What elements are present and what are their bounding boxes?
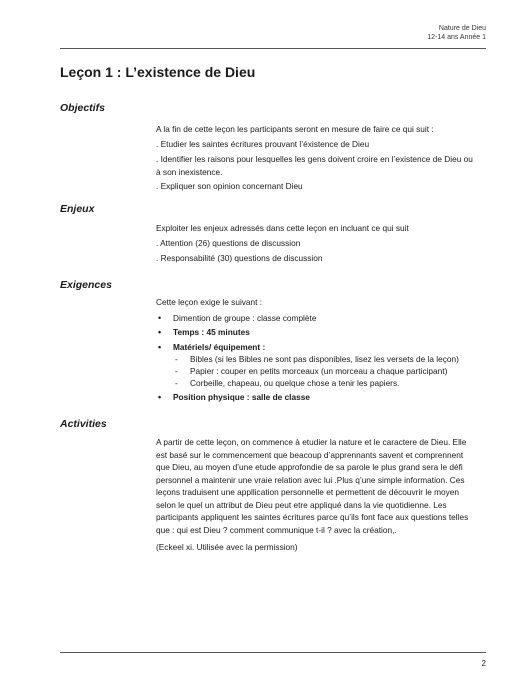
enjeux-item: . Responsabilité (30) questions de discussion [156, 253, 323, 264]
page-number: 2 [481, 659, 486, 668]
section-heading-objectifs: Objectifs [60, 102, 105, 114]
header-title: Nature de Dieu [438, 25, 486, 32]
section-body-objectifs [156, 123, 478, 192]
materials-sublist [173, 353, 478, 390]
header-rule [60, 48, 486, 49]
list-item: - Corbeille, chapeau, ou quelque chose a tenir les papiers. [173, 377, 478, 389]
objectifs-intro: A la fin de cette leçon les participants seront en mesure de faire ce qui suit : [156, 124, 434, 134]
section-body-activities [156, 436, 478, 554]
lesson-title: Leçon 1 : L’existence de Dieu [60, 64, 256, 80]
enjeux-item: . Attention (26) questions de discussion [156, 238, 301, 249]
requirements-list [156, 312, 478, 403]
objectifs-item: . Identifier les raisons pour lesquelles les gens doivent croire en l’existence de Dieu ou à son inexistence. [156, 154, 473, 177]
objectifs-item: . Etudier les saintes écritures prouvant l’éxistence de Dieu [156, 139, 370, 150]
section-body-enjeux [156, 222, 478, 265]
section-heading-enjeux: Enjeux [60, 203, 95, 215]
footer-rule [60, 652, 486, 653]
section-heading-activities: Activities [60, 418, 107, 430]
section-heading-exigences: Exigences [60, 279, 112, 291]
header-subtitle: 12-14 ans Année 1 [427, 34, 486, 41]
list-item: • Matériels/ équipement : - Bibles (si les Bibles ne sont pas disponibles, lisez les versets de la leçon) - Papier : couper en petits morceaux (un morceau a chaque participant) - Corbeille, chapeau, ou quelque chose a tenir les papiers. [156, 341, 478, 390]
list-item: • Dimention de groupe : classe complète [156, 312, 478, 324]
activities-paragraph: A partir de cette leçon, on commence à etudier la nature et le caractere de Dieu. Elle est basé sur le commencement que beacoup d’apprennants savent et comprennent que Dieu, au moyen d’une etude approfondie de sa parole le plus grand sera le défi personnel a maintenir une vraie relation avec lui .Plus q’une simple information. Ces leçons traduisent une appllication personnelle et permettent de découvrir le moyen selon le quel un attribut de Dieu peut etre appliqué dans la vie quotidienne. Les participants appliquent les saintes écritures parce qu’ils font face aux questions telles que : qui est Dieu ? comment communique t-il ? avec la création,. [156, 437, 469, 535]
list-item: - Papier : couper en petits morceaux (un morceau a chaque participant) [173, 365, 478, 377]
list-item: • Position physique : salle de classe [156, 391, 478, 403]
list-item: - Bibles (si les Bibles ne sont pas disponibles, lisez les versets de la leçon) [173, 353, 478, 365]
activities-credit: (Eckeel xi. Utilisée avec la permission) [156, 542, 298, 552]
section-body-exigences [156, 296, 478, 404]
list-item: • Temps : 45 minutes [156, 326, 478, 338]
objectifs-item: . Expliquer son opinion concernant Dieu [156, 180, 303, 191]
enjeux-intro: Exploiter les enjeux adressés dans cette leçon en incluant ce qui suit [156, 223, 409, 233]
running-header [427, 24, 486, 42]
exigences-intro: Cette leçon exige le suivant : [156, 297, 263, 307]
